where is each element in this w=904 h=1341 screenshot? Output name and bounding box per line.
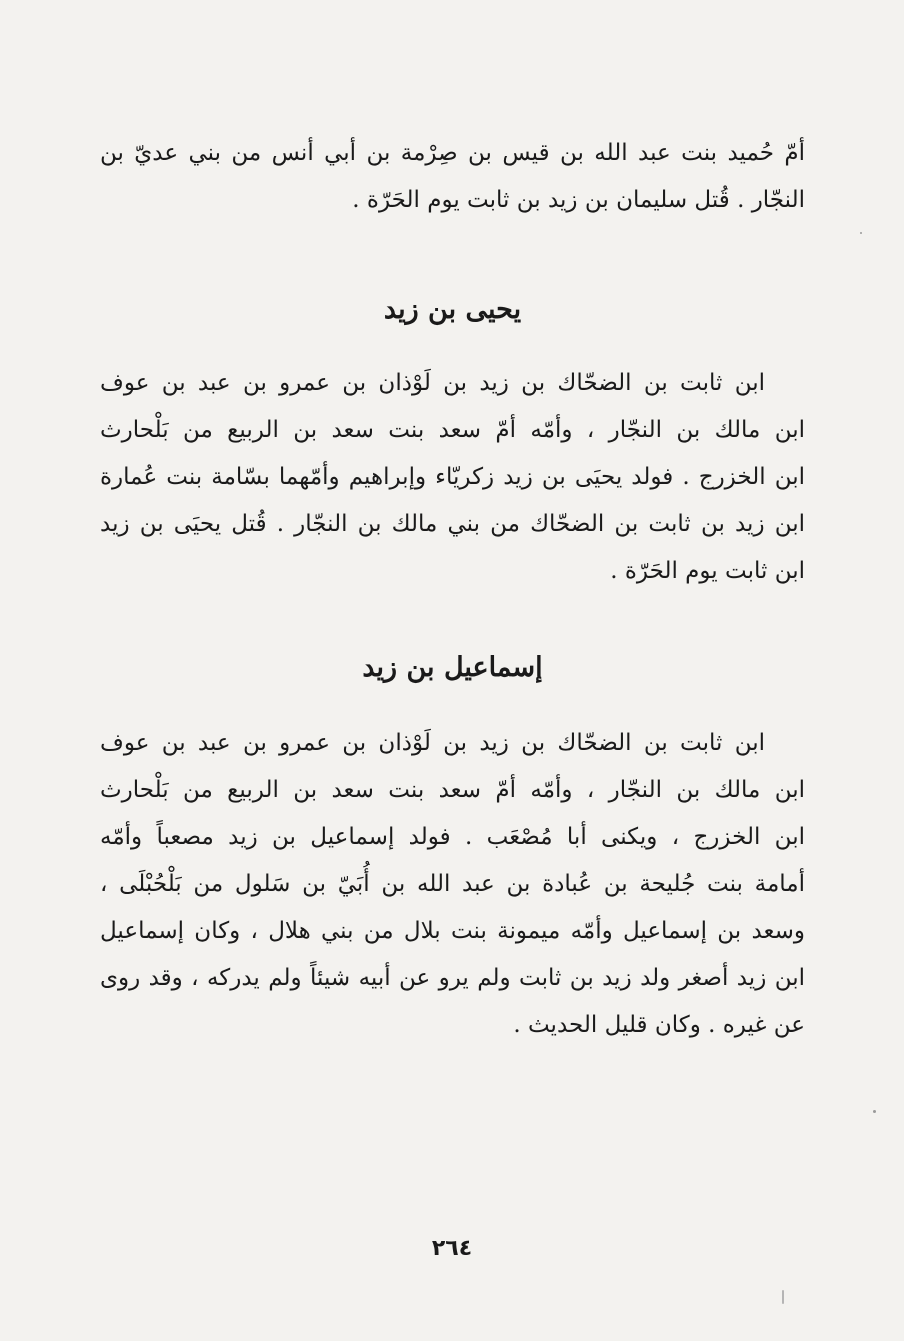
section-paragraph-ismail	[100, 720, 805, 1049]
text-line: ابن زيد أصغر ولد زيد بن ثابت ولم يرو عن أبيه شيئاً ولم يدركه ، وقد روى	[100, 965, 805, 991]
text-line: ابن ثابت بن الضحّاك بن زيد بن لَوْذان بن عمرو بن عبد بن عوف	[100, 370, 765, 396]
page-number: ٢٦٤	[431, 1236, 473, 1261]
text-line: ابن زيد بن ثابت بن الضحّاك من بني مالك بن النجّار . قُتل يحيَى بن زيد	[100, 511, 805, 537]
text-line: وسعد بن إسماعيل وأمّه ميمونة بنت بلال من بني هلال ، وكان إسماعيل	[100, 918, 805, 944]
text-line: ابن مالك بن النجّار ، وأمّه أمّ سعد بنت سعد بن الربيع من بَلْحارث	[100, 777, 805, 803]
text-line: ابن ثابت يوم الحَرّة .	[610, 558, 805, 584]
text-line: ابن مالك بن النجّار ، وأمّه أمّ سعد بنت سعد بن الربيع من بَلْحارث	[100, 417, 805, 443]
scan-speck	[860, 232, 862, 234]
section-heading-yahya: يحيى بن زيد	[383, 294, 522, 325]
scan-speck	[873, 1110, 876, 1113]
intro-paragraph	[100, 130, 805, 224]
text-line: ابن ثابت بن الضحّاك بن زيد بن لَوْذان بن عمرو بن عبد بن عوف	[100, 730, 765, 756]
text-line: النجّار . قُتل سليمان بن زيد بن ثابت يوم الحَرّة .	[352, 187, 805, 213]
scan-speck	[782, 1290, 784, 1304]
text-line: أمّ حُميد بنت عبد الله بن قيس بن صِرْمة بن أبي أنس من بني عديّ بن	[100, 140, 805, 166]
text-line: عن غيره . وكان قليل الحديث .	[513, 1012, 805, 1038]
text-line: ابن الخزرج ، ويكنى أبا مُصْعَب . فولد إسماعيل بن زيد مصعباً وأمّه	[100, 824, 805, 850]
section-heading-ismail: إسماعيل بن زيد	[362, 652, 543, 683]
text-line: ابن الخزرج . فولد يحيَى بن زيد زكريّاء وإبراهيم وأمّهما بسّامة بنت عُمارة	[100, 464, 805, 490]
section-paragraph-yahya	[100, 360, 805, 595]
text-line: أمامة بنت جُليحة بن عُبادة بن عبد الله بن أُبَيّ بن سَلول من بَلْحُبْلَى ،	[100, 871, 805, 897]
